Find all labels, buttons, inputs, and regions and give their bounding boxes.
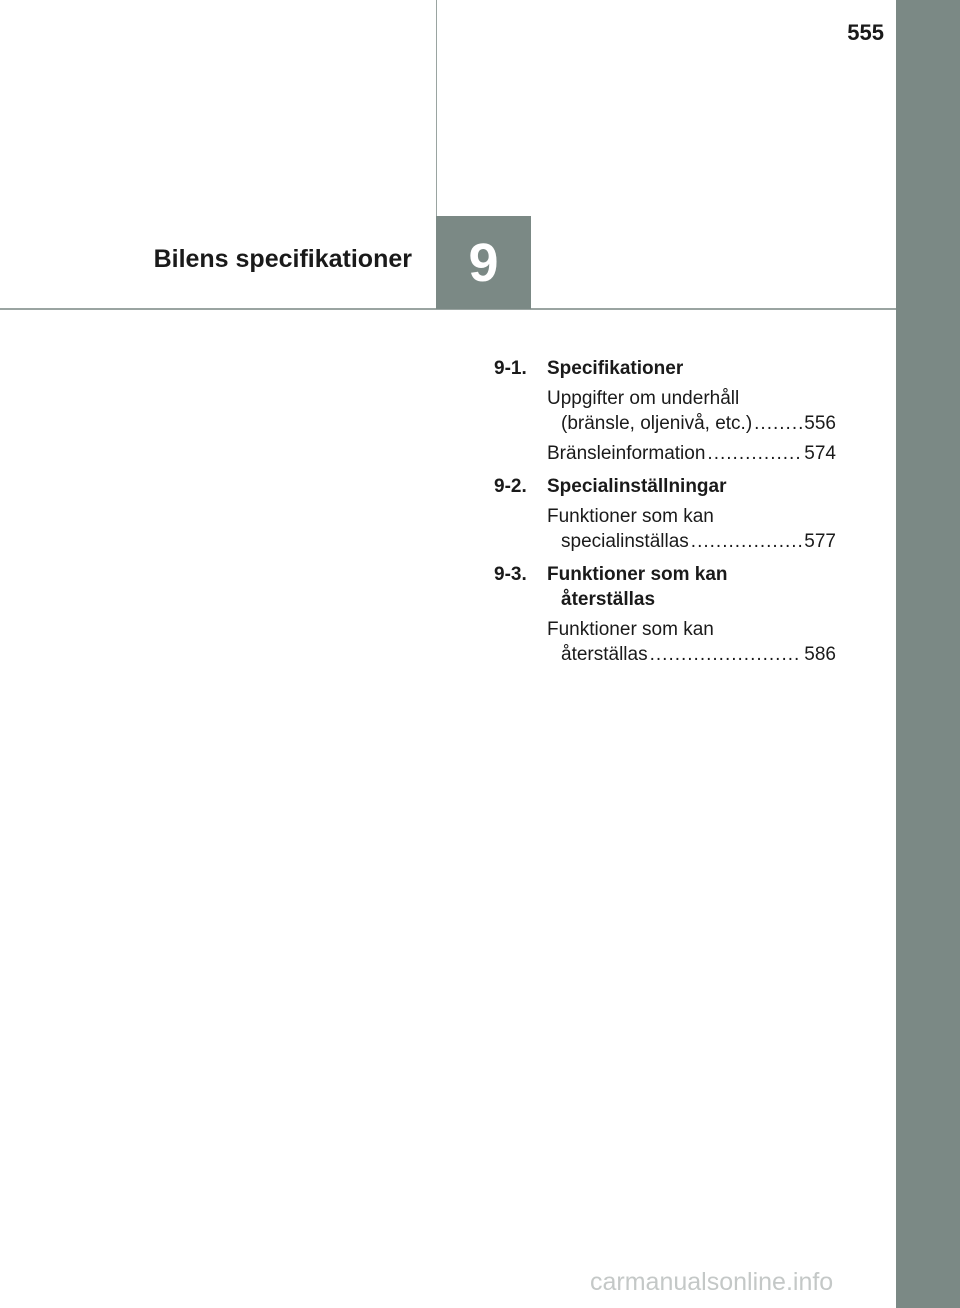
entry-page: 586 — [804, 644, 836, 665]
toc-section — [494, 356, 836, 466]
toc-section — [494, 474, 836, 554]
chapter-title: Bilens specifikationer — [153, 245, 412, 273]
section-number: 9-2. — [494, 476, 527, 497]
dot-leader — [650, 642, 803, 667]
page-number: 555 — [847, 20, 884, 45]
section-heading[interactable] — [494, 562, 836, 612]
entry-title-continued: specialinställas — [561, 531, 689, 552]
toc-entry[interactable] — [494, 386, 836, 436]
section-number: 9-3. — [494, 564, 527, 585]
entry-title: Funktioner som kan — [547, 619, 714, 640]
toc-entry[interactable] — [494, 617, 836, 667]
chapter-number: 9 — [468, 232, 499, 293]
entry-page: 574 — [804, 443, 836, 464]
table-of-contents — [494, 356, 836, 675]
entry-title-continued: återställas — [561, 644, 648, 665]
section-title: Specifikationer — [547, 358, 684, 379]
section-title: Funktioner som kan — [547, 564, 728, 585]
entry-title-continued: (bränsle, oljenivå, etc.) — [561, 413, 753, 434]
entry-page: 577 — [804, 531, 836, 552]
entry-title: Uppgifter om underhåll — [547, 388, 740, 409]
dot-leader — [691, 529, 803, 554]
vertical-rule — [436, 0, 437, 216]
entry-page: 556 — [804, 413, 836, 434]
toc-entry[interactable] — [494, 504, 836, 554]
section-title: Specialinställningar — [547, 476, 727, 497]
section-heading[interactable] — [494, 356, 836, 381]
dot-leader — [754, 411, 802, 436]
toc-entry[interactable] — [494, 441, 836, 466]
watermark: carmanualsonline.info — [590, 1268, 834, 1296]
toc-section — [494, 562, 836, 667]
entry-title: Funktioner som kan — [547, 506, 714, 527]
section-heading[interactable] — [494, 474, 836, 499]
side-tab — [896, 0, 960, 1308]
dot-leader — [707, 441, 802, 466]
section-title-continued: återställas — [561, 589, 656, 610]
section-number: 9-1. — [494, 358, 527, 379]
entry-title: Bränsleinformation — [547, 443, 706, 464]
chapter-number-box — [436, 216, 531, 309]
